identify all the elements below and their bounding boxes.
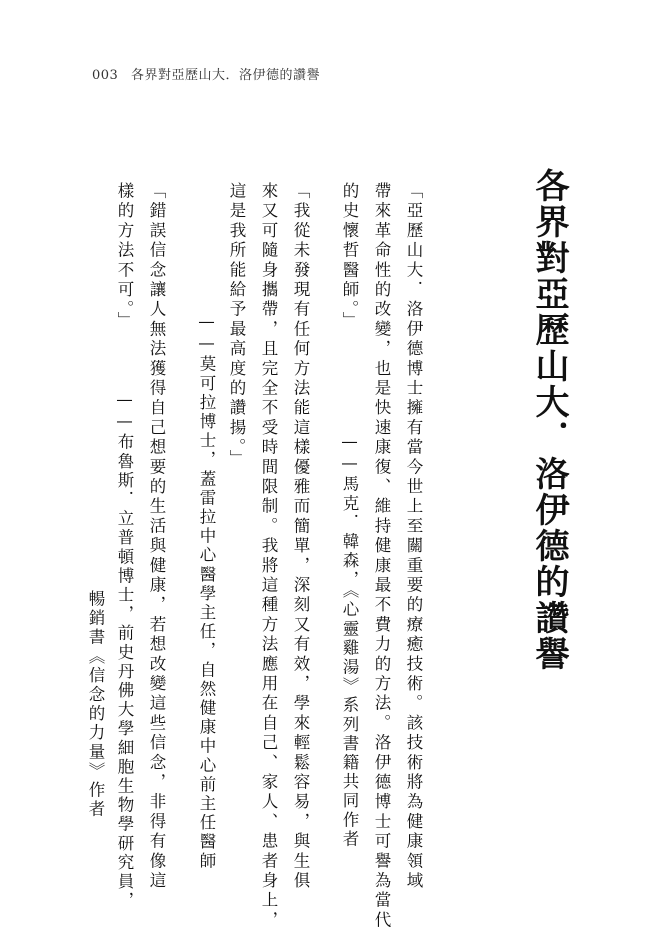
- endorsement-2-line-1: 「我從未發現有任何方法能這樣優雅而簡單，深刻又有效，學來輕鬆容易，與生俱: [291, 182, 310, 892]
- endorsement-1-line-2: 帶來革命性的改變，也是快速康復、維持健康最不費力的方法。洛伊德博士可譽為當代: [372, 182, 391, 931]
- endorsement-3-attribution: ——布魯斯．立普頓博士，前史丹佛大學細胞生物學研究員，: [115, 390, 134, 911]
- endorsement-1-line-1: 「亞歷山大．洛伊德博士擁有當今世上至關重要的療癒技術。該技術將為健康領域: [404, 182, 423, 892]
- endorsement-2-line-3: 這是我所能給予最高度的讚揚。」: [227, 182, 246, 470]
- endorsement-3-line-2: 樣的方法不可。」: [115, 182, 134, 332]
- endorsement-2-attribution: ——莫可拉博士，蓋雷拉中心醫學主任，自然健康中心前主任醫師: [197, 312, 216, 871]
- endorsement-2-line-2: 來又可隨身攜帶，且完全不受時間限制。我將這種方法應用在自己、家人、患者身上，: [259, 182, 278, 931]
- chapter-title: 各界對亞歷山大．洛伊德的讚譽: [529, 168, 569, 672]
- endorsement-1-line-3: 的史懷哲醫師。」: [340, 182, 359, 332]
- running-title: 各界對亞歷山大．洛伊德的讚譽: [130, 68, 320, 83]
- endorsement-3-line-1: 「錯誤信念讓人無法獲得自己想要的生活與健康，若想改變這些信念，非得有像這: [147, 182, 166, 892]
- endorsement-1-attribution: ——馬克．韓森，《心靈雞湯》系列書籍共同作者: [340, 432, 359, 849]
- page-number: 003: [92, 68, 119, 83]
- running-header: [92, 64, 320, 83]
- endorsement-3-attribution-cont: 暢銷書《信念的力量》作者: [86, 590, 105, 820]
